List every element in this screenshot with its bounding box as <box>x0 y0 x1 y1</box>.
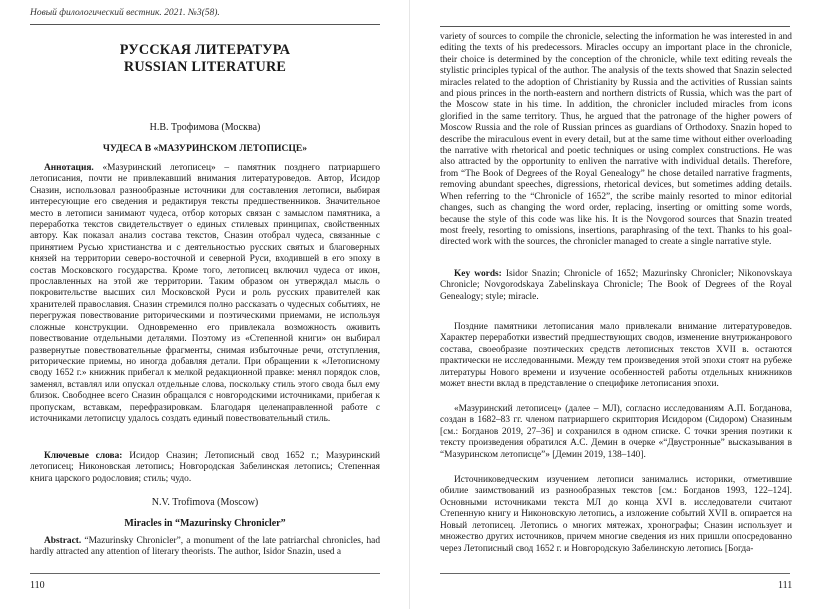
body-paragraph-2: «Мазуринский летописец» (далее – МЛ), согласно исследованиям А.П. Богданова, создан в 1682–83 гг. членом патриаршего скриптория Исидором (Сидором) Сназиным [см.: Богданов 2019, 27–36] и сохранился в одном списке. С точки зрения поэтики к тексту произведения обратился А.С. Демин в очерке «“Двустронные” высказывания в “Мазуринском летописце”» [Демин 2019, 138–140]. <box>440 404 792 460</box>
page-number: 111 <box>778 580 793 591</box>
abstract-en-text: “Mazurinsky Chronicler”, a monument of the late patriarchal chronicles, had hardly attracted any attention of literary theorists. The author, Isidor Snazin, used a <box>30 536 381 558</box>
footer-rule <box>30 573 380 574</box>
abstract-en-label: Abstract. <box>44 536 82 546</box>
article-title-en: Miracles in “Mazurinsky Chronicler” <box>124 518 286 529</box>
abstract-en <box>30 536 380 559</box>
article-title-ru: ЧУДЕСА В «МАЗУРИНСКОМ ЛЕТОПИСЦЕ» <box>102 143 308 154</box>
keywords-ru-label: Ключевые слова: <box>44 451 123 461</box>
running-head: Новый филологический вестник. 2021. №3(58). <box>30 8 220 18</box>
author-en: N.V. Trofimova (Moscow) <box>151 497 259 508</box>
keywords-en-text: Isidor Snazin; Chronicle of 1652; Mazurinsky Chronicler; Nikonovskaya Chronicle; Novgorodskaya Zabelinskaya Chronicle; The Book of Degrees of the Royal Genealogy; style; miracle. <box>440 269 793 302</box>
page-number: 110 <box>30 580 45 591</box>
keywords-ru <box>30 451 380 485</box>
section-title-en: RUSSIAN LITERATURE <box>123 59 287 75</box>
footer-rule <box>440 573 790 574</box>
abstract-ru <box>30 163 380 425</box>
keywords-ru-text: Исидор Сназин; Летописный свод 1652 г.; Мазуринский летописец; Никоновская летопись; Новгородская Забелинская летопись; Степенная книга царского родословия; стиль; чудо. <box>30 451 381 484</box>
abstract-ru-label: Аннотация. <box>44 163 94 173</box>
header-rule <box>30 24 380 25</box>
abstract-ru-text: «Мазуринский летописец» – памятник позднего патриаршего летописания, почти не привлекавший внимания литературоведов. Автор, Исидор Сназин, использовал разнообразные источники для составления летописи, выбирая интересующие его сведения и редактируя тексты предшественников. Значительное место в летописи занимают чудеса, отбор которых связан с замыслом памятника, а переработка текстов свидетельствует о единых стилевых принципах, свойственных автору. Как показал анализ состава текстов, Сназин отобрал чудеса, связанные с принятием Русью христианства и с деятельностью русских святых и благоверных князей на территории северо-восточной и северной Руси, входившей в его эпоху в состав Московского государства. Кроме того, летописец включил чудеса от икон, прославленных на этой же территории. Таким образом он утверждал мысль о покровительстве высших сил Московской Руси и роль русских правителей как хранителей православия. Сназин стремился полно рассказать о чудесных событиях, не перегружая повествование риторическими и поэтическими приемами, не используя сложные конструкции. Одновременно его привлекала возможность оживить повествование отдельными деталями. Поэтому из «Степенной книги» он выбирал развернутые повествовательные фрагменты, снимая избыточные речи, отступления, риторические приемы, но иногда добавляя детали. При обращении к «Летописному своду 1652 г.» книжник прибегал к мелкой редакционной правке: менял порядок слов, заменял, вставлял или опускал отдельные слова, поскольку стиль этого свода был ему близок. Свободнее всего Сназин обращался с новгородскими источниками, прибегая к пропускам, вставкам, перефразировкам. Благодаря целенаправленной работе с источниками летописцу удалось создать единый повествовательный стиль. <box>30 163 381 424</box>
header-rule <box>440 26 790 27</box>
author-ru: Н.В. Трофимова (Москва) <box>149 122 261 133</box>
section-title-ru: РУССКАЯ ЛИТЕРАТУРА <box>119 42 291 58</box>
keywords-en-label: Key words: <box>454 269 502 279</box>
abstract-en-continued: variety of sources to compile the chronicle, selecting the information he was interested in and editing the texts of his predecessors. Miracles occupy an important place in the chronicle, their choice is determined by the conception of the chronicle, while text editing reveals the stylistic principles typical of the author. The analysis of the texts showed that Snazin selected miracles related to the adoption of Christianity by Russia and the activities of Russian saints and pious princes in the north-eastern and northern districts of Russia, which was the part of the Moscow state in his time. In addition, the chronicler included miracles from icons glorified in the same territory. Thus, he argued that the patronage of the higher powers of Moscow Russia and the role of Russian princes as guardians of Orthodoxy. Snazin hoped to describe the miraculous event in every detail, but at the same time without either overloading the narrative with rhetorical and poetic techniques or using complex constructions. He was also attracted by the opportunity to enliven the narrative with individual details. Therefore, from “The Book of Degrees of the Royal Genealogy” he chose detailed narrative fragments, removing abundant speeches, digressions, rhetorical devices, but sometimes adding details. When referring to the “Chronicle of 1652”, the scribe mainly resorted to minor editorial changes, such as changing the word order, replacing, inserting or omitting some words, because the style of this code was like his. It is the Novgorod sources that Snazin treated most freely, resorting to omissions, insertions, paraphrasing of the text. Thanks to his goal-directed work with the sources, the chronicler managed to create a single narrative style. <box>440 32 792 248</box>
body-paragraph-3: Источниковедческим изучением летописи занимались историки, отметившие обилие заимствований из разнообразных текстов [см.: Богданов 1993, 122–124]. Основными источниками текста МЛ до конца XVI в. исследователи считают Степенную книгу и Никоновскую летопись, а изложение событий XVII в. опирается на Новый летописец. Летопись о многих мятежах, хронографы; Сназин использует и множество других источников, причем многие сведения из них пришли опосредованно через Летописный свод 1652 г. и Новгородскую Забелинскую летопись [Богда- <box>440 475 792 554</box>
body-paragraph-1: Поздние памятники летописания мало привлекали внимание литературоведов. Характер переработки известий предшествующих сводов, изменение внутрижанрового состава, своеобразие поэтических средств летописных текстов XVII в. остаются практически не исследованными. Между тем произведения этой эпохи стоят на рубеже литературы Нового времени и изучение особенностей работы отдельных книжников может внести вклад в представление о специфике летописания эпохи. <box>440 322 792 390</box>
keywords-en <box>440 269 792 303</box>
right-page <box>410 0 820 609</box>
